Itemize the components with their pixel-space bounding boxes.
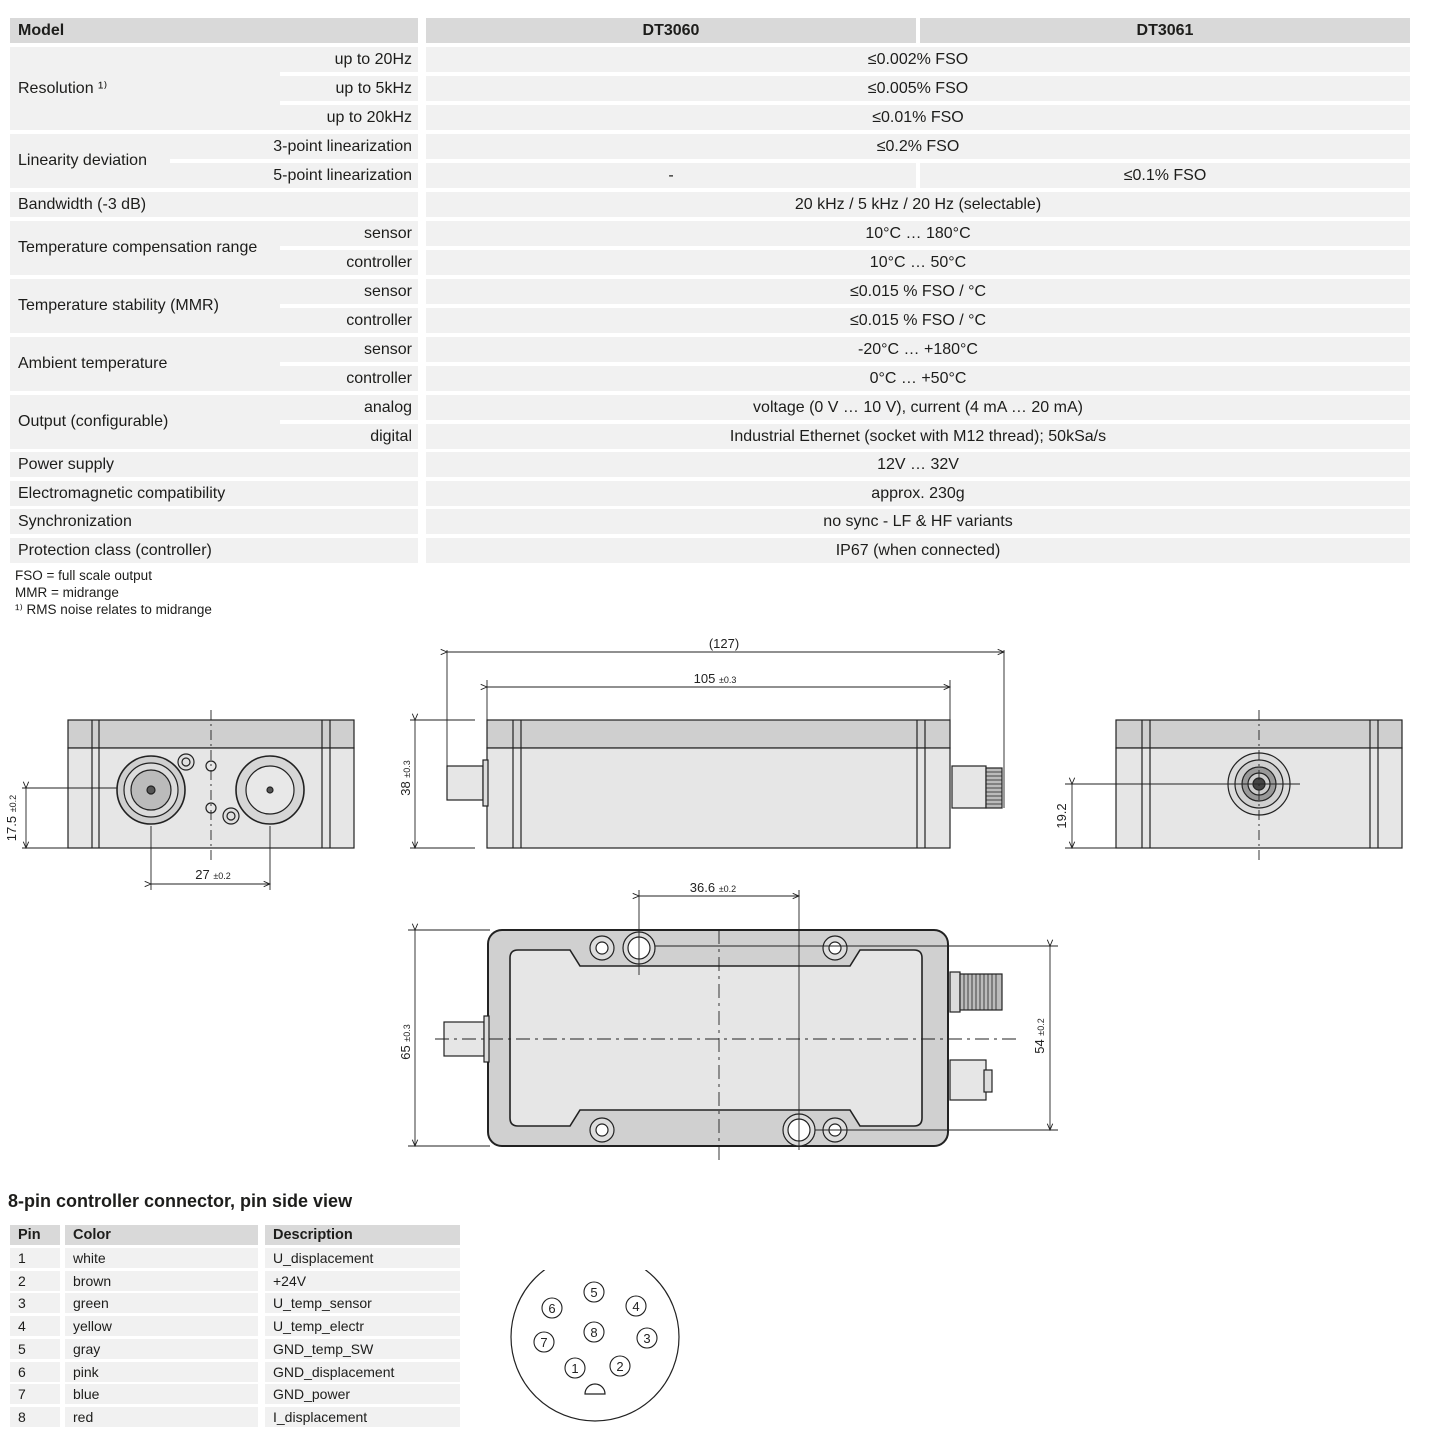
value-cell: ≤0.01% FSO bbox=[426, 105, 1410, 130]
value-cell: 0°C … +50°C bbox=[426, 366, 1410, 391]
row-label-power: Power supply bbox=[10, 452, 418, 477]
pin-number-cell: 4 bbox=[10, 1316, 60, 1336]
pin-description-cell: U_temp_electr bbox=[265, 1316, 460, 1336]
row-label-temp-comp: Temperature compensation range bbox=[10, 221, 280, 275]
pin-color-cell: yellow bbox=[65, 1316, 258, 1336]
value-cell: no sync - LF & HF variants bbox=[426, 509, 1410, 534]
row-label-sync: Synchronization bbox=[10, 509, 418, 534]
value-cell: 20 kHz / 5 kHz / 20 Hz (selectable) bbox=[426, 192, 1410, 217]
pin-number-cell: 5 bbox=[10, 1339, 60, 1359]
value-cell: Industrial Ethernet (socket with M12 thread); 50kSa/s bbox=[426, 424, 1410, 449]
pin-description-cell: U_temp_sensor bbox=[265, 1293, 460, 1313]
sub-label: 3-point linearization bbox=[170, 134, 418, 159]
pin-color-cell: red bbox=[65, 1407, 258, 1427]
dim-19-2-label: 19.2 bbox=[1054, 803, 1069, 829]
note-mmr: MMR = midrange bbox=[15, 585, 119, 600]
pin-description-cell: +24V bbox=[265, 1271, 460, 1291]
pin-color-cell: gray bbox=[65, 1339, 258, 1359]
top-view-drawing bbox=[408, 890, 1058, 1160]
value-cell: voltage (0 V … 10 V), current (4 mA … 20 mA) bbox=[426, 395, 1410, 420]
value-cell: 12V … 32V bbox=[426, 452, 1410, 477]
dim-27-label: 27 ±0.2 bbox=[195, 867, 231, 882]
value-cell: ≤0.2% FSO bbox=[426, 134, 1410, 159]
dim-36-6-label: 36.6 ±0.2 bbox=[689, 880, 737, 895]
sub-label: controller bbox=[280, 250, 418, 275]
value-cell: ≤0.015 % FSO / °C bbox=[426, 308, 1410, 333]
connector-key-notch bbox=[585, 1384, 605, 1394]
row-label-temp-stability: Temperature stability (MMR) bbox=[10, 279, 280, 333]
connector-pin-label: 1 bbox=[571, 1361, 579, 1376]
connector-pin-label: 2 bbox=[616, 1359, 624, 1374]
front-view-drawing bbox=[22, 710, 354, 890]
sub-label: sensor bbox=[280, 279, 418, 304]
row-label-protection: Protection class (controller) bbox=[10, 538, 418, 563]
value-cell: 10°C … 50°C bbox=[426, 250, 1410, 275]
pin-color-cell: brown bbox=[65, 1271, 258, 1291]
dim-38-label: 38 ±0.3 bbox=[398, 760, 413, 796]
pin-number-cell: 3 bbox=[10, 1293, 60, 1313]
sub-label: up to 5kHz bbox=[280, 76, 418, 101]
row-label-linearity: Linearity deviation bbox=[10, 134, 170, 188]
sub-label: 5-point linearization bbox=[170, 163, 418, 188]
value-cell: 10°C … 180°C bbox=[426, 221, 1410, 246]
pin-header-description: Description bbox=[265, 1225, 460, 1245]
connector-pin-label: 8 bbox=[590, 1325, 598, 1340]
row-label-ambient-temp: Ambient temperature bbox=[10, 337, 280, 391]
pin-number-cell: 7 bbox=[10, 1384, 60, 1404]
dim-105-label: 105 ±0.3 bbox=[693, 671, 737, 686]
pin-number-cell: 6 bbox=[10, 1362, 60, 1382]
dim-17-5-label: 17.5 ±0.2 bbox=[4, 794, 19, 842]
header-dt3060: DT3060 bbox=[426, 18, 916, 43]
pin-description-cell: I_displacement bbox=[265, 1407, 460, 1427]
sub-label: digital bbox=[280, 424, 418, 449]
dim-54-label: 54 ±0.2 bbox=[1032, 1018, 1047, 1054]
note-fso: FSO = full scale output bbox=[15, 568, 152, 583]
pin-section-title: 8-pin controller connector, pin side view bbox=[8, 1191, 353, 1211]
sub-label: sensor bbox=[280, 221, 418, 246]
pin-color-cell: white bbox=[65, 1248, 258, 1268]
dim-127-label: (127) bbox=[708, 636, 740, 651]
connector-pin-label: 5 bbox=[590, 1285, 598, 1300]
connector-pin-label: 6 bbox=[548, 1301, 556, 1316]
value-cell: ≤0.015 % FSO / °C bbox=[426, 279, 1410, 304]
connector-pin-label: 3 bbox=[643, 1331, 651, 1346]
pin-description-cell: GND_power bbox=[265, 1384, 460, 1404]
pin-number-cell: 1 bbox=[10, 1248, 60, 1268]
note-rms: ¹⁾ RMS noise relates to midrange bbox=[15, 602, 212, 617]
sub-label: controller bbox=[280, 366, 418, 391]
pin-color-cell: pink bbox=[65, 1362, 258, 1382]
row-label-bandwidth: Bandwidth (-3 dB) bbox=[10, 192, 418, 217]
pin-number-cell: 2 bbox=[10, 1271, 60, 1291]
row-label-resolution: Resolution ¹⁾ bbox=[10, 47, 280, 130]
value-cell-dt3061: ≤0.1% FSO bbox=[920, 163, 1410, 188]
pin-header-pin: Pin bbox=[10, 1225, 60, 1245]
connector-pin-diagram bbox=[500, 1270, 700, 1430]
sub-label: analog bbox=[280, 395, 418, 420]
connector-pin-label: 4 bbox=[632, 1299, 640, 1314]
sub-label: up to 20kHz bbox=[280, 105, 418, 130]
pin-color-cell: green bbox=[65, 1293, 258, 1313]
value-cell: ≤0.002% FSO bbox=[426, 47, 1410, 72]
sub-label: up to 20Hz bbox=[280, 47, 418, 72]
pin-number-cell: 8 bbox=[10, 1407, 60, 1427]
row-label-emc: Electromagnetic compatibility bbox=[10, 481, 418, 506]
header-model: Model bbox=[10, 18, 418, 43]
pin-description-cell: GND_temp_SW bbox=[265, 1339, 460, 1359]
pin-description-cell: GND_displacement bbox=[265, 1362, 460, 1382]
value-cell-dt3060: - bbox=[426, 163, 916, 188]
rear-view-drawing bbox=[1065, 710, 1402, 860]
pin-description-cell: U_displacement bbox=[265, 1248, 460, 1268]
value-cell: -20°C … +180°C bbox=[426, 337, 1410, 362]
row-label-output: Output (configurable) bbox=[10, 395, 280, 449]
value-cell: IP67 (when connected) bbox=[426, 538, 1410, 563]
sub-label: controller bbox=[280, 308, 418, 333]
header-dt3061: DT3061 bbox=[920, 18, 1410, 43]
connector-pin-label: 7 bbox=[540, 1335, 548, 1350]
pin-color-cell: blue bbox=[65, 1384, 258, 1404]
value-cell: approx. 230g bbox=[426, 481, 1410, 506]
pin-header-color: Color bbox=[65, 1225, 258, 1245]
value-cell: ≤0.005% FSO bbox=[426, 76, 1410, 101]
dim-65-label: 65 ±0.3 bbox=[398, 1024, 413, 1060]
sub-label: sensor bbox=[280, 337, 418, 362]
